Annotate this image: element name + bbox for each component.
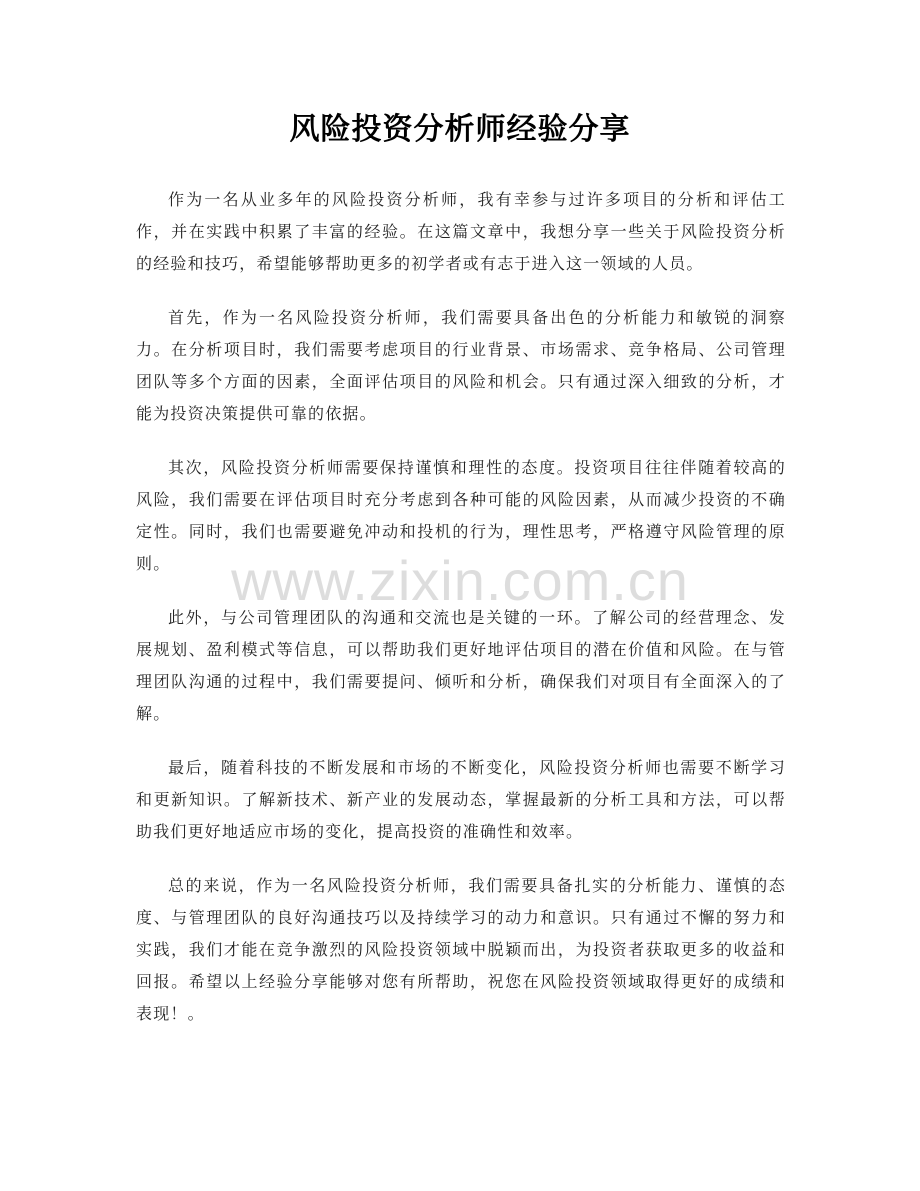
page-title: 风险投资分析师经验分享 [289, 112, 631, 147]
watermark: www.zixin.com.cn [231, 549, 689, 612]
paragraph-learning: 最后，随着科技的不断发展和市场的不断变化，风险投资分析师也需要不断学习和更新知识。了解新技术、新产业的发展动态，掌握最新的分析工具和方法，可以帮助我们更好地适应市场的变化，提高投资的准确性和效率。 [136, 758, 786, 841]
paragraph-communication: 此外，与公司管理团队的沟通和交流也是关键的一环。了解公司的经营理念、发展规划、盈利模式等信息，可以帮助我们更好地评估项目的潜在价值和风险。在与管理团队沟通的过程中，我们需要提问、倾听和分析，确保我们对项目有全面深入的了解。 [136, 608, 786, 723]
paragraph-intro: 作为一名从业多年的风险投资分析师，我有幸参与过许多项目的分析和评估工作，并在实践中积累了丰富的经验。在这篇文章中，我想分享一些关于风险投资分析的经验和技巧，希望能够帮助更多的初学者或有志于进入这一领域的人员。 [136, 190, 786, 273]
paragraph-summary: 总的来说，作为一名风险投资分析师，我们需要具备扎实的分析能力、谨慎的态度、与管理团队的良好沟通技巧以及持续学习的动力和意识。只有通过不懈的努力和实践，我们才能在竞争激烈的风险投资领域中脱颖而出，为投资者获取更多的收益和回报。希望以上经验分享能够对您有所帮助，祝您在风险投资领域取得更好的成绩和表现！。 [136, 876, 786, 1023]
document-body [136, 184, 786, 1052]
paragraph-analysis-ability: 首先，作为一名风险投资分析师，我们需要具备出色的分析能力和敏锐的洞察力。在分析项目时，我们需要考虑项目的行业背景、市场需求、竞争格局、公司管理团队等多个方面的因素，全面评估项目的风险和机会。只有通过深入细致的分析，才能为投资决策提供可靠的依据。 [136, 308, 786, 423]
paragraph-prudence: 其次，风险投资分析师需要保持谨慎和理性的态度。投资项目往往伴随着较高的风险，我们需要在评估项目时充分考虑到各种可能的风险因素，从而减少投资的不确定性。同时，我们也需要避免冲动和投机的行为，理性思考，严格遵守风险管理的原则。 [136, 458, 786, 573]
